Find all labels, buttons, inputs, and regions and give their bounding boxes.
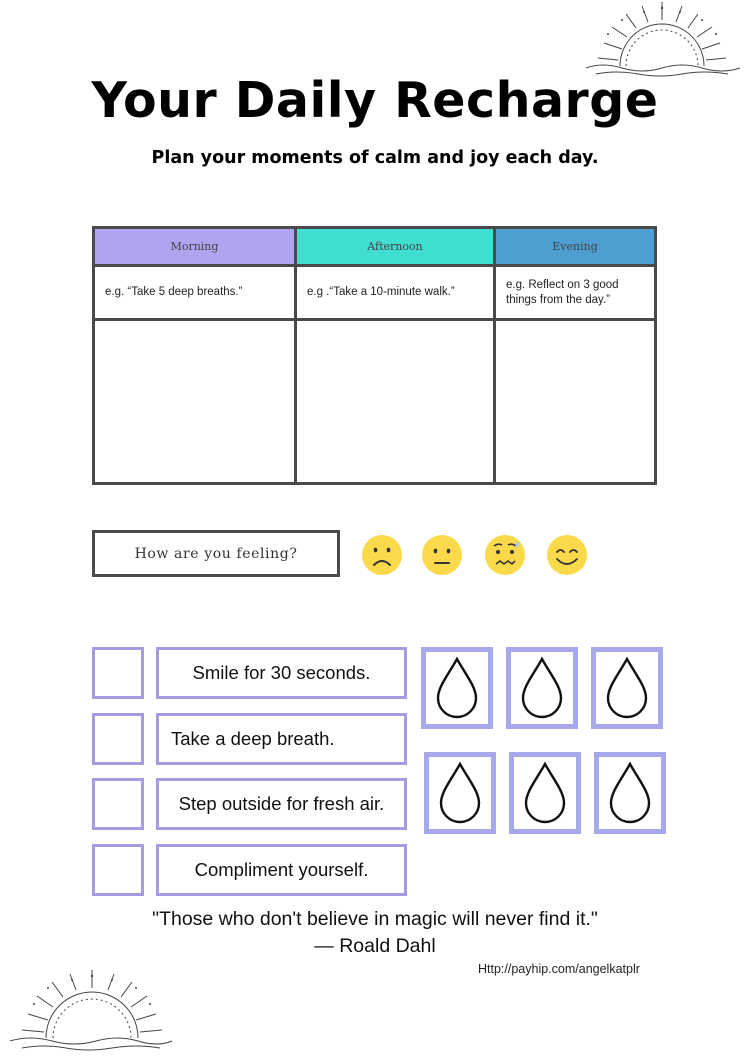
task-checkbox-1[interactable] xyxy=(92,647,144,699)
sunrise-illustration-top xyxy=(582,0,742,80)
water-drop-icon xyxy=(522,760,568,826)
example-text-afternoon: e.g .“Take a 10-minute walk.” xyxy=(297,267,493,321)
entry-cell-morning[interactable] xyxy=(95,321,294,482)
water-drop-icon xyxy=(607,760,653,826)
water-tracker-cell[interactable] xyxy=(594,752,666,834)
water-tracker-cell[interactable] xyxy=(506,647,578,729)
anxious-face-icon[interactable] xyxy=(483,533,527,577)
water-tracker-cell[interactable] xyxy=(421,647,493,729)
water-drop-icon xyxy=(519,655,565,721)
task-label-1: Smile for 30 seconds. xyxy=(156,647,407,699)
page-subtitle: Plan your moments of calm and joy each day. xyxy=(151,148,599,168)
example-text-morning: e.g. “Take 5 deep breaths.” xyxy=(95,267,294,321)
sunrise-illustration-bottom xyxy=(6,966,176,1056)
neutral-face-icon[interactable] xyxy=(420,533,464,577)
task-checkbox-2[interactable] xyxy=(92,713,144,765)
water-tracker-cell[interactable] xyxy=(591,647,663,729)
feeling-prompt-box: How are you feeling? xyxy=(92,530,340,577)
water-tracker-cell[interactable] xyxy=(424,752,496,834)
task-label-3: Step outside for fresh air. xyxy=(156,778,407,830)
water-tracker-cell[interactable] xyxy=(509,752,581,834)
sad-face-icon[interactable] xyxy=(360,533,404,577)
entry-cell-afternoon[interactable] xyxy=(297,321,493,482)
task-label-2: Take a deep breath. xyxy=(156,713,407,765)
daily-planner-table xyxy=(92,226,657,485)
column-header-afternoon: Afternoon xyxy=(297,229,493,267)
quote-text: "Those who don't believe in magic will never find it." xyxy=(152,908,598,930)
task-checkbox-4[interactable] xyxy=(92,844,144,896)
entry-cell-evening[interactable] xyxy=(496,321,654,482)
planner-column-afternoon xyxy=(294,229,493,482)
water-drop-icon xyxy=(604,655,650,721)
planner-column-evening xyxy=(493,229,654,482)
example-text-evening: e.g. Reflect on 3 good things from the day.” xyxy=(496,267,654,321)
planner-column-morning xyxy=(95,229,294,482)
water-drop-icon xyxy=(437,760,483,826)
page-title: Your Daily Recharge xyxy=(91,72,659,129)
source-url[interactable]: Http://payhip.com/angelkatplr xyxy=(478,962,640,976)
smiling-face-icon[interactable] xyxy=(545,533,589,577)
water-drop-icon xyxy=(434,655,480,721)
quote-author: — Roald Dahl xyxy=(314,935,436,957)
column-header-evening: Evening xyxy=(496,229,654,267)
task-label-4: Compliment yourself. xyxy=(156,844,407,896)
column-header-morning: Morning xyxy=(95,229,294,267)
task-checkbox-3[interactable] xyxy=(92,778,144,830)
